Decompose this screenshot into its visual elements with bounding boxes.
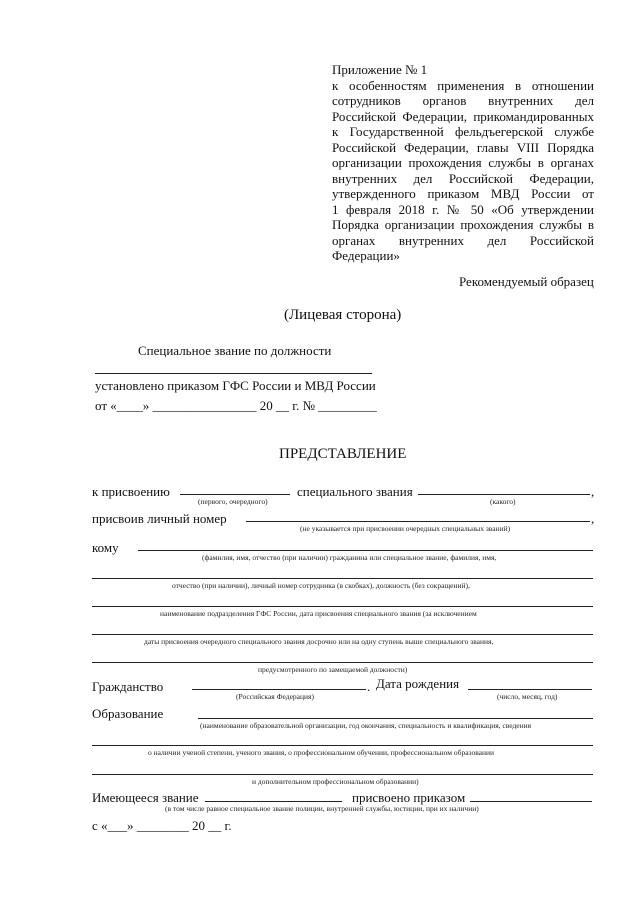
to-whom-hint: даты присвоения очередного специального звания досрочно или на одну ступень выше специального звания, [144,637,494,646]
rank-kind-line[interactable] [418,494,590,495]
assigned-by-order-label: присвоено приказом [352,790,466,805]
side-label: (Лицевая сторона) [284,307,402,323]
education-label: Образование [92,706,164,721]
annex-line: организации прохождения службы в органах [332,155,594,170]
to-whom-hint: (фамилия, имя, отчество (при наличии) гражданина или специальное звание, фамилия, имя, [202,553,497,562]
since-date: с «___» ________ 20 __ г. [92,818,232,833]
education-line[interactable] [198,718,593,719]
citizenship-line[interactable] [192,689,366,690]
to-whom-hint: отчество (при наличии), личный номер сотрудника (в скобках), должность (без сокращений), [172,581,470,590]
current-rank-label: Имеющееся звание [92,790,199,805]
special-rank-label: специального звания [297,484,413,499]
birth-date-line[interactable] [468,689,592,690]
first-regular-hint: (первого, очередного) [198,497,268,506]
birth-date-hint: (число, месяц, год) [497,692,558,701]
rank-label: Специальное звание по должности [138,343,332,358]
annex-block [332,62,594,264]
citizenship-label: Гражданство [92,679,164,694]
annex-line: органах внутренних дел Российской [332,232,594,248]
to-whom-line[interactable] [92,578,593,579]
to-whom-line[interactable] [92,634,593,635]
to-whom-hint: предусмотренного по замещаемой должности) [258,665,408,674]
education-line[interactable] [92,774,593,775]
sample-note: Рекомендуемый образец [459,274,594,289]
to-whom-hint: наименование подразделения ГФС России, дата присвоения специального звания (за исключением [160,609,477,618]
annex-line: к особенностям применения в отношении [332,77,594,93]
education-line[interactable] [92,745,593,746]
annex-line: внутренних дел Российской Федерации, [332,170,594,186]
annex-line: Российской Федерации, главы VIII Порядка [332,139,594,155]
personal-number-line[interactable] [246,521,590,522]
citizenship-hint: (Российская Федерация) [236,692,314,701]
to-assign-label: к присвоению [92,484,170,499]
established-text: установлено приказом ГФС России и МВД России [95,378,376,393]
annex-line: Порядка организации прохождения службы в [332,217,594,232]
rank-line [95,373,372,374]
birth-date-label: Дата рождения [376,676,460,691]
which-hint: (какого) [490,497,516,506]
to-whom-line[interactable] [138,550,593,551]
to-whom-line[interactable] [92,662,593,663]
comma: , [591,511,595,526]
annex-title: Приложение № 1 [332,62,428,77]
to-whom-label: кому [92,540,119,555]
current-rank-hint: (в том числе равное специальное звание полиции, внутренней службы, юстиции, при их наличии) [165,804,479,813]
annex-last-line: Федерации» [332,248,400,263]
annex-line: к Государственной фельдъегерской службе [332,124,594,139]
personal-number-hint: (не указывается при присвоении очередных специальных званий) [300,524,511,533]
to-whom-line[interactable] [92,606,593,607]
annex-line: Российской Федерации, прикомандированных [332,108,594,124]
annex-line: утвержденного приказом МВД России от [332,186,594,201]
education-hint: (наименование образовательной организации, год окончания, специальность и квалификация, сведения [200,721,532,730]
form-heading: ПРЕДСТАВЛЕНИЕ [279,446,407,462]
order-line[interactable] [470,801,592,802]
current-rank-line[interactable] [205,801,342,802]
comma: , [591,484,595,499]
education-hint: о наличии ученой степени, ученого звания, о профессиональном обучении, профессиональном образовании [148,748,495,757]
order-date: от «____» ________________ 20 __ г. № _________ [95,398,377,413]
first-regular-line[interactable] [180,494,290,495]
annex-line: 1 февраля 2018 г. № 50 «Об утверждении [332,201,594,217]
education-hint: и дополнительном профессиональном образовании) [252,777,419,786]
citizenship-dot: . [367,679,371,694]
annex-line: сотрудников органов внутренних дел [332,93,594,108]
personal-number-label: присвоив личный номер [92,511,227,526]
